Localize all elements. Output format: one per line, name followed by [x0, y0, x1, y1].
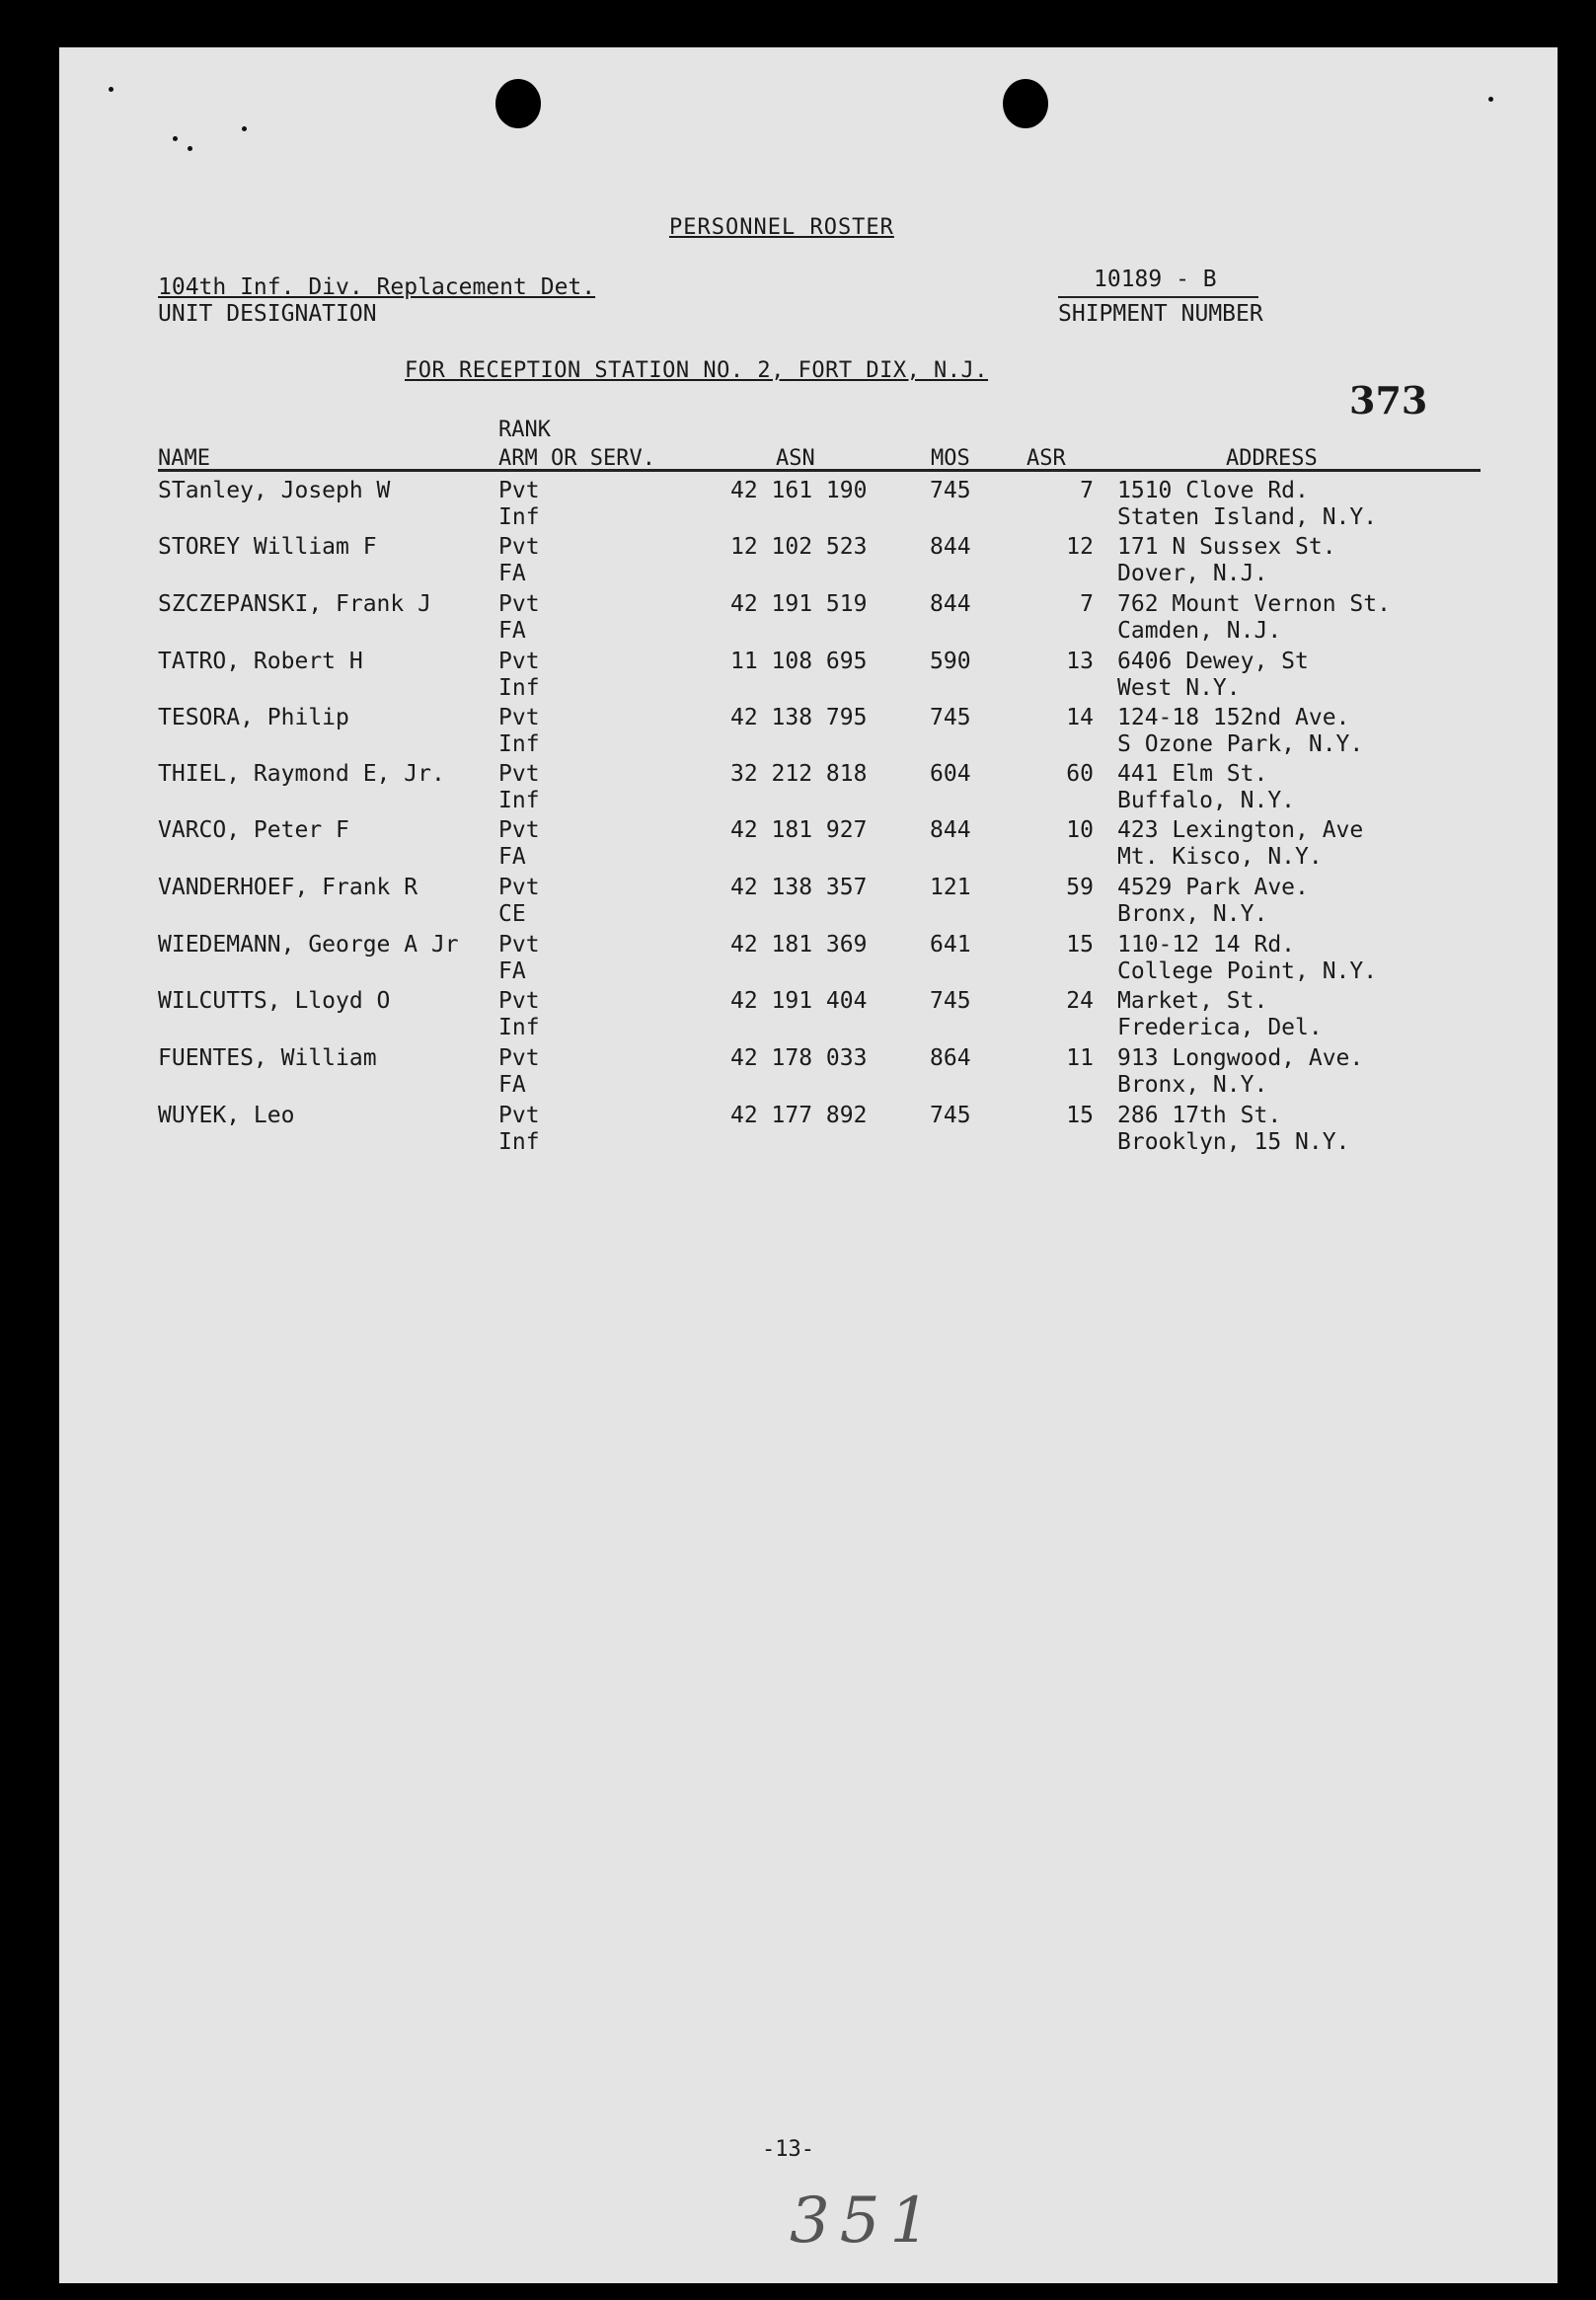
cell-arm: FA: [498, 1072, 526, 1098]
cell-rank: Pvt: [498, 478, 540, 503]
cell-name: WIEDEMANN, George A Jr: [158, 932, 459, 958]
cell-arm: Inf: [498, 1015, 540, 1040]
cell-arm: Inf: [498, 788, 540, 813]
cell-arm: Inf: [498, 675, 540, 701]
cell-address-line2: Camden, N.J.: [1117, 618, 1282, 644]
column-header-asr: ASR: [1026, 446, 1066, 471]
cell-mos: 844: [930, 534, 971, 560]
speck-mark: [1488, 97, 1493, 102]
cell-asr: 60: [1066, 761, 1094, 787]
cell-asn: 42 191 404: [730, 988, 868, 1014]
cell-address-line2: Bronx, N.Y.: [1117, 1072, 1268, 1098]
document-title: PERSONNEL ROSTER: [669, 215, 894, 240]
cell-address-line1: 423 Lexington, Ave: [1117, 817, 1364, 843]
cell-address-line2: Bronx, N.Y.: [1117, 901, 1268, 927]
cell-arm: Inf: [498, 1129, 540, 1155]
cell-asn: 11 108 695: [730, 649, 868, 674]
cell-asr: 10: [1066, 817, 1094, 843]
cell-address-line1: 286 17th St.: [1117, 1103, 1282, 1128]
cell-address-line1: 762 Mount Vernon St.: [1117, 591, 1391, 617]
cell-address-line1: 110-12 14 Rd.: [1117, 932, 1296, 958]
cell-asr: 11: [1066, 1045, 1094, 1071]
cell-name: SZCZEPANSKI, Frank J: [158, 591, 431, 617]
unit-designation-label: UNIT DESIGNATION: [158, 301, 377, 327]
cell-arm: FA: [498, 561, 526, 586]
cell-address-line2: West N.Y.: [1117, 675, 1241, 701]
column-header-arm: ARM OR SERV.: [498, 446, 655, 471]
cell-mos: 604: [930, 761, 971, 787]
handwritten-page-number: 351: [790, 2185, 941, 2258]
cell-address-line2: Brooklyn, 15 N.Y.: [1117, 1129, 1350, 1155]
cell-asr: 15: [1066, 1103, 1094, 1128]
cell-address-line1: 441 Elm St.: [1117, 761, 1268, 787]
cell-arm: FA: [498, 618, 526, 644]
cell-asn: 42 181 927: [730, 817, 868, 843]
column-header-address: ADDRESS: [1226, 446, 1318, 471]
cell-arm: FA: [498, 844, 526, 870]
cell-rank: Pvt: [498, 761, 540, 787]
roster-page: [59, 47, 1558, 2283]
cell-asn: 32 212 818: [730, 761, 868, 787]
cell-address-line1: 4529 Park Ave.: [1117, 875, 1309, 900]
cell-mos: 121: [930, 875, 971, 900]
cell-address-line1: 913 Longwood, Ave.: [1117, 1045, 1364, 1071]
cell-asr: 24: [1066, 988, 1094, 1014]
cell-name: WILCUTTS, Lloyd O: [158, 988, 391, 1014]
cell-name: THIEL, Raymond E, Jr.: [158, 761, 445, 787]
speck-mark: [242, 126, 247, 131]
column-header-asn: ASN: [776, 446, 815, 471]
cell-asr: 12: [1066, 534, 1094, 560]
cell-asn: 42 191 519: [730, 591, 868, 617]
cell-address-line1: 6406 Dewey, St: [1117, 649, 1309, 674]
cell-rank: Pvt: [498, 705, 540, 730]
cell-arm: Inf: [498, 731, 540, 757]
shipment-number-label: SHIPMENT NUMBER: [1058, 301, 1263, 327]
column-header-mos: MOS: [931, 446, 970, 471]
cell-asn: 42 161 190: [730, 478, 868, 503]
cell-name: VANDERHOEF, Frank R: [158, 875, 418, 900]
cell-arm: Inf: [498, 504, 540, 530]
reception-station: FOR RECEPTION STATION NO. 2, FORT DIX, N.J.: [405, 358, 989, 383]
speck-mark: [188, 146, 192, 151]
cell-address-line2: Dover, N.J.: [1117, 561, 1268, 586]
cell-rank: Pvt: [498, 649, 540, 674]
column-header-rank: RANK: [498, 418, 551, 442]
cell-asn: 42 177 892: [730, 1103, 868, 1128]
cell-name: WUYEK, Leo: [158, 1103, 295, 1128]
cell-rank: Pvt: [498, 1103, 540, 1128]
cell-mos: 864: [930, 1045, 971, 1071]
cell-mos: 844: [930, 591, 971, 617]
cell-asr: 7: [1080, 591, 1094, 617]
cell-mos: 745: [930, 478, 971, 503]
cell-arm: FA: [498, 958, 526, 984]
page-number: -13-: [762, 2137, 814, 2162]
cell-address-line2: Buffalo, N.Y.: [1117, 788, 1296, 813]
cell-mos: 745: [930, 705, 971, 730]
cell-address-line2: Frederica, Del.: [1117, 1015, 1323, 1040]
cell-arm: CE: [498, 901, 526, 927]
cell-mos: 590: [930, 649, 971, 674]
cell-address-line2: College Point, N.Y.: [1117, 958, 1378, 984]
cell-name: TATRO, Robert H: [158, 649, 363, 674]
punch-hole-left: [495, 79, 541, 128]
cell-rank: Pvt: [498, 932, 540, 958]
cell-address-line1: 171 N Sussex St.: [1117, 534, 1336, 560]
speck-mark: [109, 87, 114, 92]
cell-rank: Pvt: [498, 817, 540, 843]
punch-hole-right: [1003, 79, 1048, 128]
cell-asn: 42 178 033: [730, 1045, 868, 1071]
stamp-number: 373: [1349, 378, 1428, 422]
cell-asn: 12 102 523: [730, 534, 868, 560]
cell-rank: Pvt: [498, 1045, 540, 1071]
header-rule: [158, 469, 1481, 472]
cell-mos: 745: [930, 988, 971, 1014]
speck-mark: [173, 136, 178, 141]
cell-rank: Pvt: [498, 988, 540, 1014]
cell-asr: 59: [1066, 875, 1094, 900]
cell-address-line2: Mt. Kisco, N.Y.: [1117, 844, 1323, 870]
cell-rank: Pvt: [498, 875, 540, 900]
column-header-name: NAME: [158, 446, 210, 471]
unit-designation-value: 104th Inf. Div. Replacement Det.: [158, 274, 596, 300]
cell-asr: 7: [1080, 478, 1094, 503]
cell-address-line1: 1510 Clove Rd.: [1117, 478, 1309, 503]
cell-name: STanley, Joseph W: [158, 478, 391, 503]
cell-asn: 42 138 357: [730, 875, 868, 900]
cell-asr: 13: [1066, 649, 1094, 674]
cell-mos: 745: [930, 1103, 971, 1128]
cell-name: STOREY William F: [158, 534, 377, 560]
cell-address-line1: 124-18 152nd Ave.: [1117, 705, 1350, 730]
cell-address-line2: Staten Island, N.Y.: [1117, 504, 1378, 530]
cell-mos: 844: [930, 817, 971, 843]
cell-asn: 42 181 369: [730, 932, 868, 958]
shipment-number-value: 10189 - B: [1094, 267, 1217, 292]
cell-rank: Pvt: [498, 591, 540, 617]
cell-asr: 14: [1066, 705, 1094, 730]
cell-asn: 42 138 795: [730, 705, 868, 730]
cell-name: FUENTES, William: [158, 1045, 377, 1071]
cell-mos: 641: [930, 932, 971, 958]
cell-address-line1: Market, St.: [1117, 988, 1268, 1014]
cell-address-line2: S Ozone Park, N.Y.: [1117, 731, 1364, 757]
cell-rank: Pvt: [498, 534, 540, 560]
cell-name: VARCO, Peter F: [158, 817, 349, 843]
shipment-number-rule: [1058, 296, 1258, 298]
cell-asr: 15: [1066, 932, 1094, 958]
cell-name: TESORA, Philip: [158, 705, 349, 730]
